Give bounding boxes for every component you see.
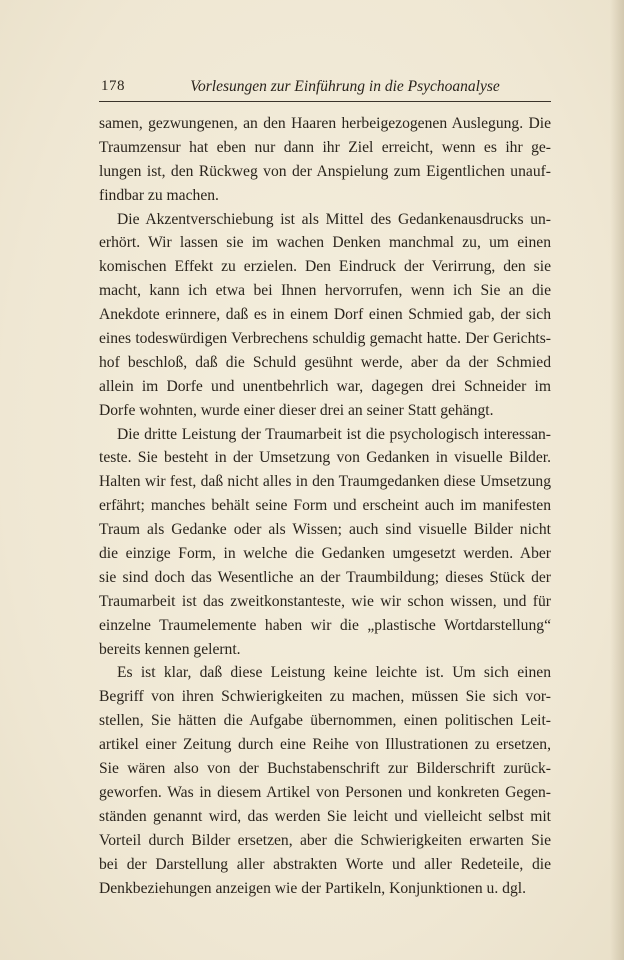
- text-line: sie sind doch das Wesentliche an der Traumbildung; dieses Stück der: [99, 568, 551, 586]
- text-line: Traumzensur hat eben nur dann ihr Ziel erreicht, wenn es ihr ge-: [99, 138, 551, 156]
- paragraph: [99, 208, 551, 423]
- text-line: eines todeswürdigen Verbrechens schuldig gemacht hatte. Der Gerichts-: [99, 330, 551, 348]
- text-line: teste. Sie besteht in der Umsetzung von Gedanken in visuelle Bilder.: [99, 449, 551, 467]
- text-line: komischen Effekt zu erzielen. Den Eindruck der Verirrung, den sie: [99, 258, 551, 276]
- page-edge-shadow: [610, 0, 624, 960]
- text-line: Traumarbeit ist das zweitkonstanteste, wie wir schon wissen, und für: [99, 592, 551, 610]
- text-line: findbar zu machen.: [99, 186, 219, 204]
- text-line: Sie wären also von der Buchstabenschrift zur Bilderschrift zurück-: [99, 760, 551, 778]
- text-line: Die dritte Leistung der Traumarbeit ist die psychologisch interessan-: [117, 425, 551, 443]
- text-line: lungen ist, den Rückweg von der Anspielung zum Eigentlichen unauf-: [99, 162, 551, 180]
- page-number: 178: [101, 78, 125, 94]
- paragraph: [99, 112, 551, 208]
- text-line: Begriff von ihren Schwierigkeiten zu machen, müssen Sie sich vor-: [99, 688, 551, 706]
- running-head: Vorlesungen zur Einführung in die Psychoanalyse: [190, 78, 500, 95]
- text-line: einzelne Traumelemente haben wir die „plastische Wortdarstellung“: [99, 616, 551, 634]
- text-line: die einzige Form, in welche die Gedanken umgesetzt werden. Aber: [99, 545, 551, 563]
- text-line: allein im Dorfe und unentbehrlich war, dagegen drei Schneider im: [99, 377, 551, 395]
- body-text: [99, 112, 551, 900]
- text-line: erfährt; manches behält seine Form und erscheint auch im manifesten: [99, 497, 551, 515]
- text-line: artikel einer Zeitung durch eine Reihe von Illustrationen zu ersetzen,: [99, 736, 551, 754]
- text-line: Die Akzentverschiebung ist als Mittel des Gedankenausdrucks un-: [117, 210, 551, 228]
- text-line: Anekdote erinnere, daß es in einem Dorf einen Schmied gab, der sich: [99, 306, 551, 324]
- text-line: Halten wir fest, daß nicht alles in den Traumgedanken diese Umsetzung: [99, 473, 551, 491]
- text-line: samen, gezwungenen, an den Haaren herbeigezogenen Auslegung. Die: [99, 115, 551, 132]
- text-line: Traum als Gedanke oder als Wissen; auch sind visuelle Bilder nicht: [99, 521, 551, 539]
- text-line: Dorfe wohnten, wurde einer dieser drei an seiner Statt gehängt.: [99, 401, 494, 419]
- paragraph: [99, 423, 551, 662]
- text-line: Es ist klar, daß diese Leistung keine leichte ist. Um sich einen: [117, 664, 551, 682]
- text-line: Denkbeziehungen anzeigen wie der Partikeln, Konjunktionen u. dgl.: [99, 879, 526, 897]
- text-line: erhört. Wir lassen sie im wachen Denken manchmal zu, um einen: [99, 234, 551, 252]
- text-line: macht, kann ich etwa bei Ihnen hervorrufen, wenn ich Sie an die: [99, 282, 551, 300]
- text-line: ständen genannt wird, das werden Sie leicht und vielleicht selbst mit: [99, 807, 551, 825]
- header-rule: [99, 101, 551, 102]
- text-line: stellen, Sie hätten die Aufgabe übernommen, einen politischen Leit-: [99, 712, 551, 730]
- text-line: Vorteil durch Bilder ersetzen, aber die Schwierigkeiten erwarten Sie: [99, 831, 551, 849]
- text-line: bereits kennen gelernt.: [99, 640, 241, 658]
- paragraph: [99, 661, 551, 900]
- text-line: bei der Darstellung aller abstrakten Worte und aller Redeteile, die: [99, 855, 551, 873]
- text-line: geworfen. Was in diesem Artikel von Personen und konkreten Gegen-: [99, 783, 551, 801]
- text-line: hof beschloß, daß die Schuld gesühnt werde, aber da der Schmied: [99, 353, 551, 371]
- page-header: [99, 76, 551, 102]
